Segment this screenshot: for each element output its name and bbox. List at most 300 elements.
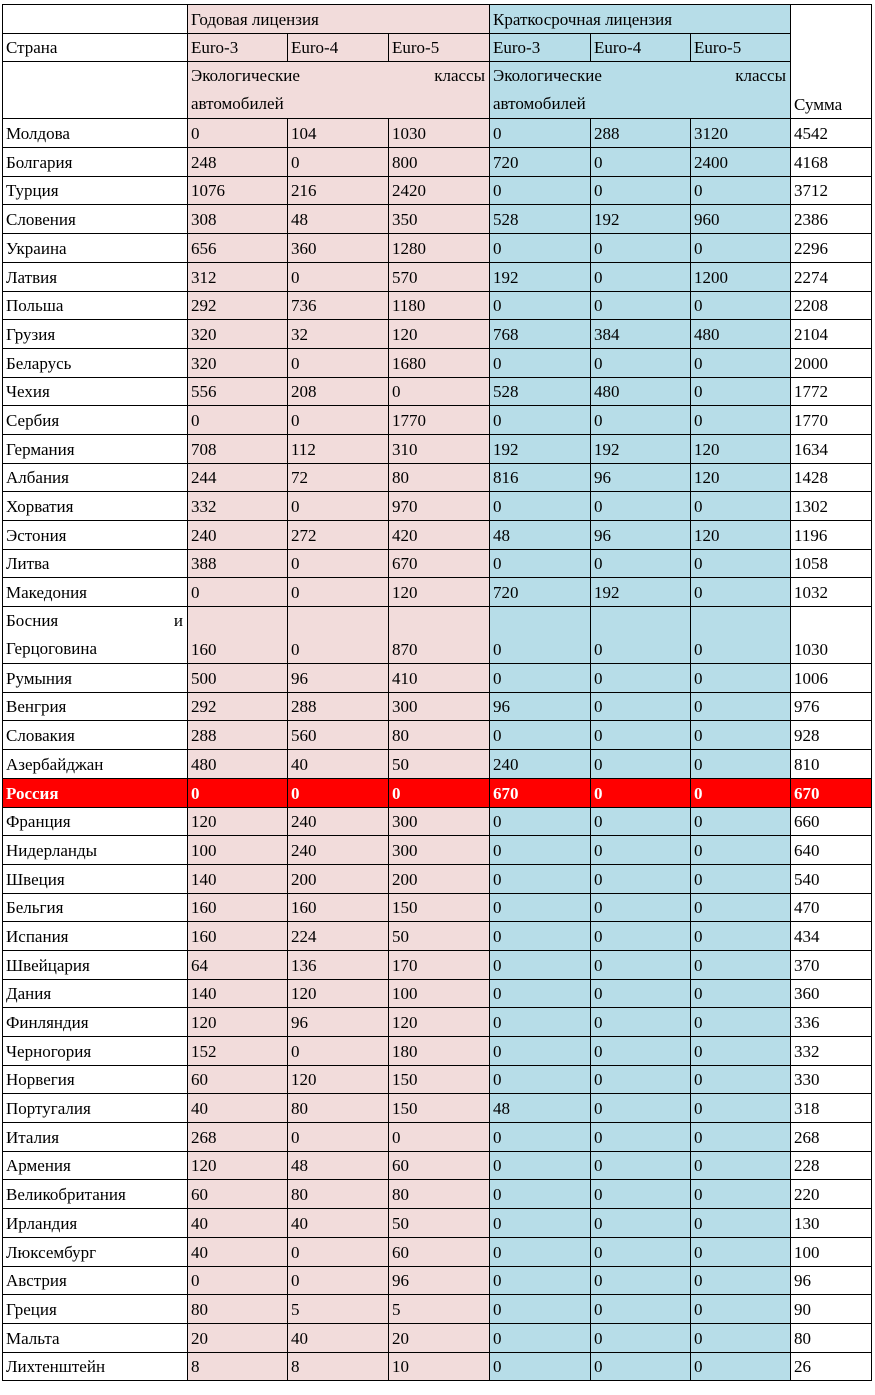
table-row [3,205,872,234]
table-row [3,1352,872,1381]
sum-cell: 336 [791,1008,872,1037]
short-euro5-cell: 0 [691,348,791,377]
short-euro5-cell: 0 [691,1037,791,1066]
sum-cell: 976 [791,692,872,721]
annual-euro3-cell: 0 [188,578,288,607]
table-row [3,922,872,951]
annual-euro3-cell: 556 [188,377,288,406]
country-cell: Ирландия [3,1209,188,1238]
country-cell: Словения [3,205,188,234]
short-euro3-cell: 192 [490,262,591,291]
table-row [3,549,872,578]
table-row [3,864,872,893]
short-euro3-cell: 0 [490,492,591,521]
country-cell: Швейцария [3,950,188,979]
country-cell: Норвегия [3,1065,188,1094]
short-euro3-cell: 816 [490,463,591,492]
annual-euro5-cell: 50 [389,750,490,779]
country-cell: Молдова [3,119,188,148]
short-euro4-cell: 0 [591,807,691,836]
short-euro4-cell: 0 [591,262,691,291]
short-euro3-cell: 0 [490,721,591,750]
sum-cell: 90 [791,1295,872,1324]
table-row [3,348,872,377]
table-row [3,234,872,263]
sum-cell: 1770 [791,406,872,435]
short-euro4-cell: 0 [591,664,691,693]
annual-euro3-cell: 160 [188,922,288,951]
short-euro5-cell: 960 [691,205,791,234]
table-row [3,492,872,521]
annual-euro5-cell: 60 [389,1237,490,1266]
annual-euro4-cell: 5 [288,1295,389,1324]
short-euro5-cell: 0 [691,549,791,578]
short-euro5-cell: 3120 [691,119,791,148]
short-euro5-cell: 0 [691,807,791,836]
annual-euro5-header: Euro-5 [389,33,490,62]
annual-euro5-cell: 150 [389,1065,490,1094]
short-euro5-cell: 0 [691,664,791,693]
short-euro4-cell: 0 [591,692,691,721]
annual-euro4-cell: 72 [288,463,389,492]
country-cell: Люксембург [3,1237,188,1266]
short-euro5-cell: 0 [691,692,791,721]
annual-euro5-cell: 1280 [389,234,490,263]
country-cell: Бельгия [3,893,188,922]
eco-word-2: классы [434,66,486,86]
short-euro4-cell: 0 [591,1180,691,1209]
annual-euro5-cell: 300 [389,836,490,865]
annual-euro5-cell: 120 [389,578,490,607]
annual-euro5-cell: 1180 [389,291,490,320]
short-euro4-cell: 0 [591,1151,691,1180]
short-euro5-cell: 0 [691,492,791,521]
country-cell: Эстония [3,521,188,550]
annual-euro5-cell: 170 [389,950,490,979]
annual-euro3-cell: 120 [188,1008,288,1037]
table-body [3,5,872,1381]
annual-euro3-cell: 60 [188,1180,288,1209]
annual-euro3-cell: 292 [188,692,288,721]
short-euro4-cell: 0 [591,750,691,779]
short-euro4-cell: 0 [591,176,691,205]
short-euro3-cell: 720 [490,148,591,177]
country-header: Страна [3,33,188,62]
annual-euro4-cell: 104 [288,119,389,148]
short-euro3-cell: 0 [490,1352,591,1381]
annual-euro5-cell: 420 [389,521,490,550]
short-euro4-cell: 288 [591,119,691,148]
sum-cell: 1032 [791,578,872,607]
short-euro5-cell: 0 [691,721,791,750]
annual-euro5-cell: 0 [389,1123,490,1152]
table-row [3,148,872,177]
country-cell: Турция [3,176,188,205]
sum-cell: 810 [791,750,872,779]
country-line-2: Герцоговина [6,639,97,659]
country-cell: Германия [3,434,188,463]
country-cell: Лихтенштейн [3,1352,188,1381]
annual-euro3-cell: 152 [188,1037,288,1066]
short-euro4-cell: 0 [591,492,691,521]
annual-euro4-cell: 0 [288,348,389,377]
annual-euro4-cell: 48 [288,205,389,234]
short-euro4-cell: 0 [591,348,691,377]
short-euro3-header: Euro-3 [490,33,591,62]
annual-euro4-cell: 0 [288,492,389,521]
sum-cell: 2000 [791,348,872,377]
short-euro5-cell: 1200 [691,262,791,291]
country-line-1 [6,607,187,635]
annual-euro3-cell: 120 [188,1151,288,1180]
short-euro4-cell: 0 [591,893,691,922]
annual-euro5-cell: 410 [389,664,490,693]
short-euro4-cell: 0 [591,234,691,263]
short-euro3-cell: 0 [490,1180,591,1209]
country-cell: Италия [3,1123,188,1152]
short-euro5-cell: 0 [691,836,791,865]
eco-line-1 [191,62,489,90]
sum-cell: 220 [791,1180,872,1209]
short-euro5-cell: 0 [691,950,791,979]
annual-euro5-cell: 80 [389,1180,490,1209]
short-euro5-cell: 0 [691,578,791,607]
annual-euro3-cell: 248 [188,148,288,177]
annual-euro5-cell: 800 [389,148,490,177]
short-euro3-cell: 670 [490,778,591,807]
annual-euro4-cell: 0 [288,607,389,664]
sum-cell: 1196 [791,521,872,550]
annual-euro5-cell: 2420 [389,176,490,205]
eco-line-1 [493,62,790,90]
country-cell: Швеция [3,864,188,893]
table-row [3,463,872,492]
table-row [3,578,872,607]
country-cell: Испания [3,922,188,951]
short-euro3-cell: 0 [490,1123,591,1152]
sum-cell: 130 [791,1209,872,1238]
country-cell: Греция [3,1295,188,1324]
annual-euro5-cell: 200 [389,864,490,893]
short-euro4-cell: 0 [591,778,691,807]
table-row [3,1094,872,1123]
short-euro5-cell: 0 [691,1151,791,1180]
short-euro5-cell: 0 [691,1209,791,1238]
table-row [3,692,872,721]
annual-euro5-cell: 0 [389,778,490,807]
short-euro3-cell: 0 [490,119,591,148]
short-euro5-cell: 2400 [691,148,791,177]
annual-euro4-cell: 96 [288,664,389,693]
annual-euro3-cell: 480 [188,750,288,779]
sum-cell: 640 [791,836,872,865]
sum-cell: 100 [791,1237,872,1266]
annual-euro3-cell: 60 [188,1065,288,1094]
license-table [2,4,872,1381]
country-cell: Грузия [3,320,188,349]
country-cell: Финляндия [3,1008,188,1037]
sum-cell: 2274 [791,262,872,291]
table-row [3,979,872,1008]
annual-euro3-cell: 320 [188,320,288,349]
short-euro3-cell: 0 [490,1295,591,1324]
annual-euro3-cell: 320 [188,348,288,377]
sum-cell: 1006 [791,664,872,693]
country-cell: Нидерланды [3,836,188,865]
table-row [3,1237,872,1266]
country-word: Босния [6,611,59,631]
short-euro5-cell: 0 [691,922,791,951]
short-euro3-cell: 0 [490,1151,591,1180]
table-row [3,721,872,750]
table-row [3,778,872,807]
annual-euro5-cell: 50 [389,922,490,951]
annual-euro3-cell: 292 [188,291,288,320]
short-euro4-cell: 96 [591,521,691,550]
annual-euro5-cell: 96 [389,1266,490,1295]
annual-euro3-cell: 240 [188,521,288,550]
short-euro5-cell: 0 [691,864,791,893]
sum-cell: 332 [791,1037,872,1066]
annual-euro3-cell: 20 [188,1323,288,1352]
short-eco-label [490,62,791,119]
annual-euro4-cell: 736 [288,291,389,320]
table-row [3,950,872,979]
sum-cell: 1302 [791,492,872,521]
annual-euro5-cell: 5 [389,1295,490,1324]
short-euro4-header: Euro-4 [591,33,691,62]
country-cell: Македония [3,578,188,607]
eco-line-2: автомобилей [493,94,586,114]
annual-euro4-cell: 0 [288,549,389,578]
annual-euro3-cell: 268 [188,1123,288,1152]
annual-euro4-cell: 0 [288,1266,389,1295]
short-euro3-cell: 0 [490,922,591,951]
short-euro5-cell: 0 [691,1323,791,1352]
table-row [3,1008,872,1037]
country-cell: Латвия [3,262,188,291]
annual-euro4-cell: 0 [288,1037,389,1066]
table-row [3,1323,872,1352]
annual-euro4-header: Euro-4 [288,33,389,62]
annual-euro3-cell: 308 [188,205,288,234]
short-euro4-cell: 0 [591,1237,691,1266]
country-cell: Черногория [3,1037,188,1066]
sum-cell: 318 [791,1094,872,1123]
sum-cell: 2296 [791,234,872,263]
annual-euro3-cell: 100 [188,836,288,865]
short-euro5-cell: 120 [691,463,791,492]
short-euro3-cell: 528 [490,205,591,234]
annual-euro5-cell: 570 [389,262,490,291]
sum-cell: 434 [791,922,872,951]
short-license-header: Краткосрочная лицензия [490,5,791,34]
annual-euro4-cell: 208 [288,377,389,406]
short-euro3-cell: 0 [490,549,591,578]
short-euro3-cell: 0 [490,836,591,865]
annual-euro3-cell: 1076 [188,176,288,205]
annual-euro4-cell: 8 [288,1352,389,1381]
country-cell: Беларусь [3,348,188,377]
annual-euro5-cell: 1030 [389,119,490,148]
short-euro3-cell: 528 [490,377,591,406]
sum-cell: 1058 [791,549,872,578]
annual-euro5-cell: 1770 [389,406,490,435]
short-euro4-cell: 192 [591,205,691,234]
short-euro3-cell: 0 [490,348,591,377]
table-row [3,1295,872,1324]
short-euro4-cell: 0 [591,1352,691,1381]
short-euro3-cell: 0 [490,1323,591,1352]
annual-euro3-cell: 160 [188,893,288,922]
short-euro5-cell: 0 [691,176,791,205]
short-euro4-cell: 0 [591,1209,691,1238]
annual-euro5-cell: 120 [389,1008,490,1037]
annual-euro4-cell: 360 [288,234,389,263]
sum-cell: 228 [791,1151,872,1180]
annual-euro5-cell: 970 [389,492,490,521]
blank-cell [3,62,188,119]
annual-euro3-cell: 40 [188,1094,288,1123]
short-euro3-cell: 0 [490,950,591,979]
sum-cell: 26 [791,1352,872,1381]
annual-license-header: Годовая лицензия [188,5,490,34]
header-row-class [3,33,872,62]
annual-euro3-cell: 8 [188,1352,288,1381]
short-euro4-cell: 0 [591,549,691,578]
annual-euro4-cell: 216 [288,176,389,205]
table-row [3,1209,872,1238]
annual-euro4-cell: 32 [288,320,389,349]
annual-euro5-cell: 100 [389,979,490,1008]
table-row [3,176,872,205]
short-euro4-cell: 192 [591,578,691,607]
eco-word-2: классы [735,66,787,86]
short-euro5-cell: 0 [691,1295,791,1324]
header-row-eco [3,62,872,119]
annual-euro3-cell: 160 [188,607,288,664]
country-cell [3,607,188,664]
sum-cell: 470 [791,893,872,922]
annual-euro5-cell: 10 [389,1352,490,1381]
country-cell: Венгрия [3,692,188,721]
annual-euro4-cell: 272 [288,521,389,550]
short-euro3-cell: 768 [490,320,591,349]
sum-cell: 80 [791,1323,872,1352]
short-euro3-cell: 0 [490,1209,591,1238]
header-row-license-type [3,5,872,34]
short-euro3-cell: 0 [490,1008,591,1037]
sum-cell: 670 [791,778,872,807]
short-euro4-cell: 480 [591,377,691,406]
short-euro4-cell: 96 [591,463,691,492]
table-row [3,893,872,922]
short-euro5-cell: 0 [691,1065,791,1094]
blank-cell [3,5,188,34]
annual-euro3-cell: 288 [188,721,288,750]
annual-euro4-cell: 48 [288,1151,389,1180]
annual-euro4-cell: 112 [288,434,389,463]
short-euro4-cell: 384 [591,320,691,349]
annual-euro5-cell: 80 [389,463,490,492]
short-euro3-cell: 48 [490,521,591,550]
short-euro5-cell: 0 [691,1180,791,1209]
country-cell: Хорватия [3,492,188,521]
short-euro3-cell: 0 [490,176,591,205]
short-euro4-cell: 0 [591,148,691,177]
short-euro4-cell: 0 [591,1065,691,1094]
annual-euro5-cell: 870 [389,607,490,664]
table-row [3,320,872,349]
annual-euro4-cell: 200 [288,864,389,893]
short-euro4-cell: 0 [591,864,691,893]
short-euro3-cell: 192 [490,434,591,463]
table-row [3,291,872,320]
annual-euro3-cell: 140 [188,979,288,1008]
short-euro4-cell: 0 [591,1123,691,1152]
table-row [3,836,872,865]
annual-euro3-cell: 0 [188,778,288,807]
short-euro5-cell: 0 [691,778,791,807]
short-euro4-cell: 0 [591,406,691,435]
annual-euro4-cell: 40 [288,750,389,779]
annual-eco-label [188,62,490,119]
country-cell: Армения [3,1151,188,1180]
table-row [3,521,872,550]
table-row [3,750,872,779]
short-euro3-cell: 240 [490,750,591,779]
annual-euro3-cell: 0 [188,406,288,435]
annual-euro4-cell: 120 [288,979,389,1008]
annual-euro4-cell: 120 [288,1065,389,1094]
short-euro5-cell: 0 [691,406,791,435]
short-euro5-cell: 0 [691,1008,791,1037]
annual-euro4-cell: 80 [288,1180,389,1209]
short-euro5-header: Euro-5 [691,33,791,62]
annual-euro5-cell: 50 [389,1209,490,1238]
short-euro4-cell: 0 [591,1008,691,1037]
sum-cell: 540 [791,864,872,893]
annual-euro5-cell: 60 [389,1151,490,1180]
short-euro4-cell: 0 [591,922,691,951]
sum-cell: 1030 [791,607,872,664]
short-euro5-cell: 0 [691,1237,791,1266]
country-cell: Дания [3,979,188,1008]
annual-euro4-cell: 0 [288,262,389,291]
annual-euro3-cell: 388 [188,549,288,578]
short-euro3-cell: 0 [490,1037,591,1066]
annual-euro5-cell: 80 [389,721,490,750]
short-euro5-cell: 0 [691,1266,791,1295]
short-euro5-cell: 120 [691,434,791,463]
annual-euro3-cell: 708 [188,434,288,463]
sum-cell: 268 [791,1123,872,1152]
annual-euro3-cell: 312 [188,262,288,291]
annual-euro4-cell: 0 [288,406,389,435]
sum-cell: 96 [791,1266,872,1295]
short-euro5-cell: 0 [691,234,791,263]
short-euro4-cell: 0 [591,1323,691,1352]
annual-euro3-cell: 40 [188,1237,288,1266]
short-euro5-cell: 0 [691,1123,791,1152]
short-euro4-cell: 0 [591,836,691,865]
annual-euro5-cell: 670 [389,549,490,578]
short-euro3-cell: 0 [490,1065,591,1094]
annual-euro3-cell: 64 [188,950,288,979]
country-cell: Чехия [3,377,188,406]
short-euro4-cell: 0 [591,950,691,979]
short-euro3-cell: 48 [490,1094,591,1123]
